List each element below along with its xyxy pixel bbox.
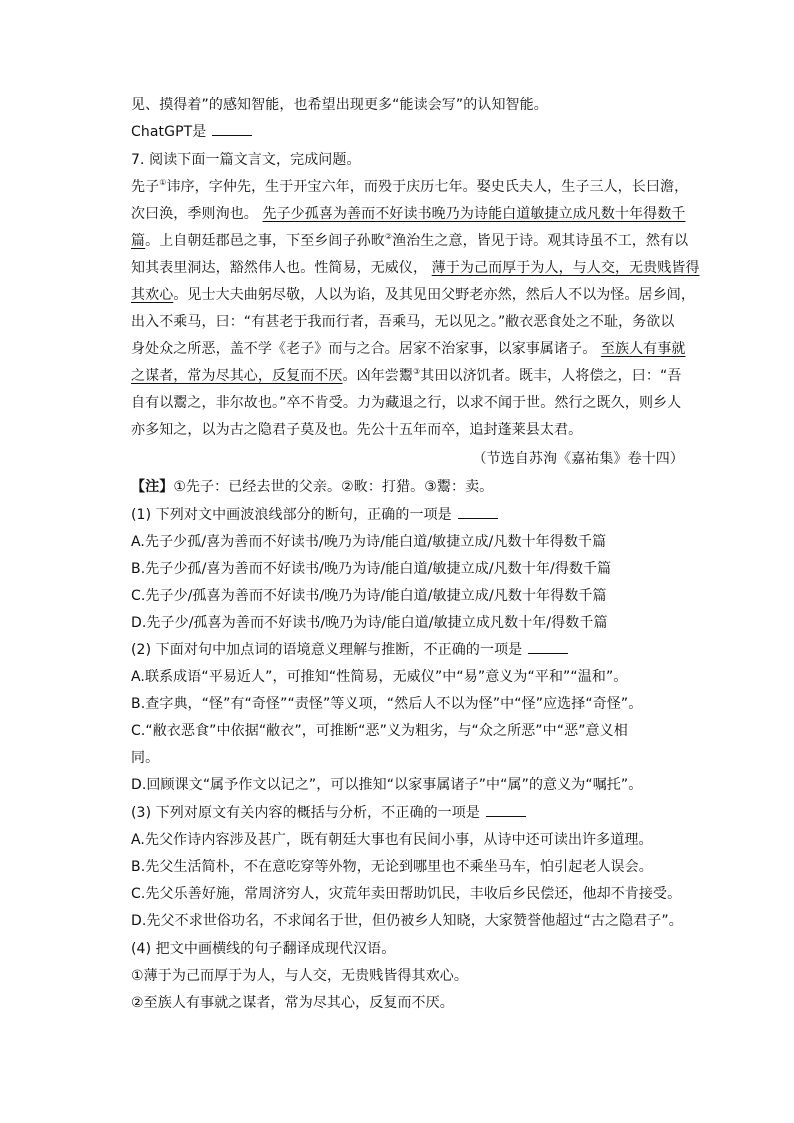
- answer-blank[interactable]: [458, 506, 498, 519]
- sub4-item-1: ①薄于为己而厚于为人，与人交，无贵贱皆得其欢心。: [131, 968, 468, 984]
- underlined-sentence-1: 其欢心: [131, 287, 174, 303]
- sub2-option-a: A.联系成语“平易近人”，可推知“性简易，无威仪”中“易”意义为“平和”“温和”。: [131, 669, 628, 685]
- sub3-option-d: D.先父不求世俗功名，不求闻名于世，但仍被乡人知晓，大家赞誉他超过“古之隐君子”。: [131, 913, 683, 929]
- passage-text: 次曰涣，季则洵也。: [131, 206, 258, 222]
- passage-text: 先子: [131, 179, 160, 195]
- intro-line-1: 见、摸得着”的感知智能，也希望出现更多“能读会写”的认知智能。: [131, 97, 548, 113]
- note-text: ①先子：已经去世的父亲。②畋：打猎。③鬻：卖。: [173, 479, 494, 495]
- passage-text: 渔治生之意，皆见于诗。观其诗虽不工，然有以: [392, 233, 689, 249]
- q7-heading: 7. 阅读下面一篇文言文，完成问题。: [131, 152, 361, 168]
- note-marker-3: ③: [413, 367, 421, 376]
- sub1-option-b: B.先子少孤/喜为善而不好读书/晚乃为诗/能白道/敏捷立成/凡数十年/得数千篇: [131, 561, 612, 577]
- question-stem: (3) 下列对原文有关内容的概括与分析，不正确的一项是: [131, 805, 480, 821]
- chatgpt-prompt: ChatGPT是: [131, 124, 207, 140]
- sub3-option-a: A.先父作诗内容涉及甚广，既有朝廷大事也有民间小事，从诗中还可读出许多道理。: [131, 832, 653, 848]
- sub2-option-c: C.“敝衣恶食”中依据“敝衣”，可推断“恶”义为粗劣，与“众之所恶”中“恶”意义相: [131, 723, 628, 739]
- passage-line: [131, 340, 685, 358]
- passage-line: [131, 178, 688, 196]
- sub2-option-c-cont: 同。: [131, 750, 160, 766]
- passage-line: [131, 286, 695, 304]
- wavy-underlined-passage: 先子少孤喜为善而不好读书晚乃为诗能白道敏捷立成凡数十年得数千: [262, 206, 686, 222]
- passage-line: [131, 232, 688, 250]
- passage-line: [131, 259, 700, 277]
- note-marker-2: ②: [384, 232, 393, 241]
- wavy-underlined-passage: 篇: [131, 233, 146, 249]
- sub2-stem: [131, 641, 568, 659]
- passage-line: 出入不乘马，曰：“有甚老于我而行者，吾乘马，无以见之。”敝衣恶食处之不耻，务欲以: [131, 314, 675, 330]
- passage-text: 其田以济饥者。既丰，人将偿之，曰：“吾: [420, 368, 682, 384]
- passage-text: 。凶年尝鬻: [342, 368, 413, 384]
- sub1-option-c: C.先子少/孤喜为善而不好读书/晚乃为诗/能白道/敏捷立成/凡数十年得数千篇: [131, 588, 607, 604]
- intro-line-2: [131, 123, 252, 141]
- sub1-option-a: A.先子少孤/喜为善而不好读书/晚乃为诗/能白道/敏捷立成/凡数十年得数千篇: [131, 534, 607, 550]
- sub2-option-d: D.回顾课文“属予作文以记之”，可以推知“以家事属诸子”中“属”的意义为“嘱托”。: [131, 777, 643, 793]
- passage-line: 亦多知之，以为古之隐君子莫及也。先公十五年而卒，追封蓬莱县太君。: [131, 422, 583, 438]
- question-stem: (1) 下列对文中画波浪线部分的断句，正确的一项是: [131, 507, 452, 523]
- underlined-sentence-2: 之谋者，常为尽其心，反复而不厌: [131, 368, 343, 384]
- passage-line: [131, 367, 681, 385]
- sub1-option-d: D.先子少/孤喜为善而不好读书/晚乃为诗/能白道/敏捷立成凡数十年/得数千篇: [131, 615, 608, 631]
- passage-source: （节选自苏洵《嘉祐集》卷十四）: [472, 451, 684, 467]
- passage-line: [131, 205, 685, 223]
- passage-text: 。上自朝廷郡邑之事，下至乡闾子孙畋: [145, 233, 385, 249]
- answer-blank[interactable]: [528, 641, 568, 654]
- passage-text: 身处众之所恶，盖不学《老子》而与之合。居家不治家事，以家事属诸子。: [131, 341, 597, 357]
- question-stem: (2) 下面对句中加点词的语境意义理解与推断，不正确的一项是: [131, 642, 523, 658]
- sub3-option-c: C.先父乐善好施，常周济穷人，灾荒年卖田帮助饥民，丰收后乡民偿还，他却不肯接受。: [131, 886, 682, 902]
- answer-blank[interactable]: [212, 123, 252, 136]
- sub4-stem: (4) 把文中画横线的句子翻译成现代汉语。: [131, 941, 396, 957]
- sub3-stem: [131, 804, 526, 822]
- passage-text: 讳序，字仲先，生于开宝六年，而殁于庆历七年。娶史氏夫人，生子三人，长曰澹，: [166, 179, 689, 195]
- underlined-sentence-2: 至族人有事就: [600, 341, 686, 357]
- passage-text: 。见士大夫曲躬尽敬，人以为谄，及其见田父野老亦然，然后人不以为怪。居乡闾，: [173, 287, 696, 303]
- sub1-stem: [131, 506, 498, 524]
- underlined-sentence-1: 薄于为己而厚于为人，与人交，无贵贱皆得: [431, 260, 700, 276]
- sub3-option-b: B.先父生活简朴，不在意吃穿等外物，无论到哪里也不乘坐马车，怕引起老人误会。: [131, 859, 653, 875]
- note-label: 【注】: [131, 479, 174, 495]
- passage-text: 知其表里洞达，豁然伟人也。性简易，无威仪，: [131, 260, 428, 276]
- note-marker-1: ①: [159, 178, 167, 187]
- sub2-option-b: B.查字典，“怪”有“奇怪”“责怪”等义项，“然后人不以为怪”中“怪”应选择“奇怪”。: [131, 696, 643, 712]
- sub4-item-2: ②至族人有事就之谋者，常为尽其心，反复而不厌。: [131, 995, 454, 1011]
- annotation-note: [131, 478, 493, 496]
- answer-blank[interactable]: [486, 804, 526, 817]
- passage-line: 自有以鬻之，非尔故也。”卒不肯受。力为藏退之行，以求不闻于世。然行之既久，则乡人: [131, 395, 682, 411]
